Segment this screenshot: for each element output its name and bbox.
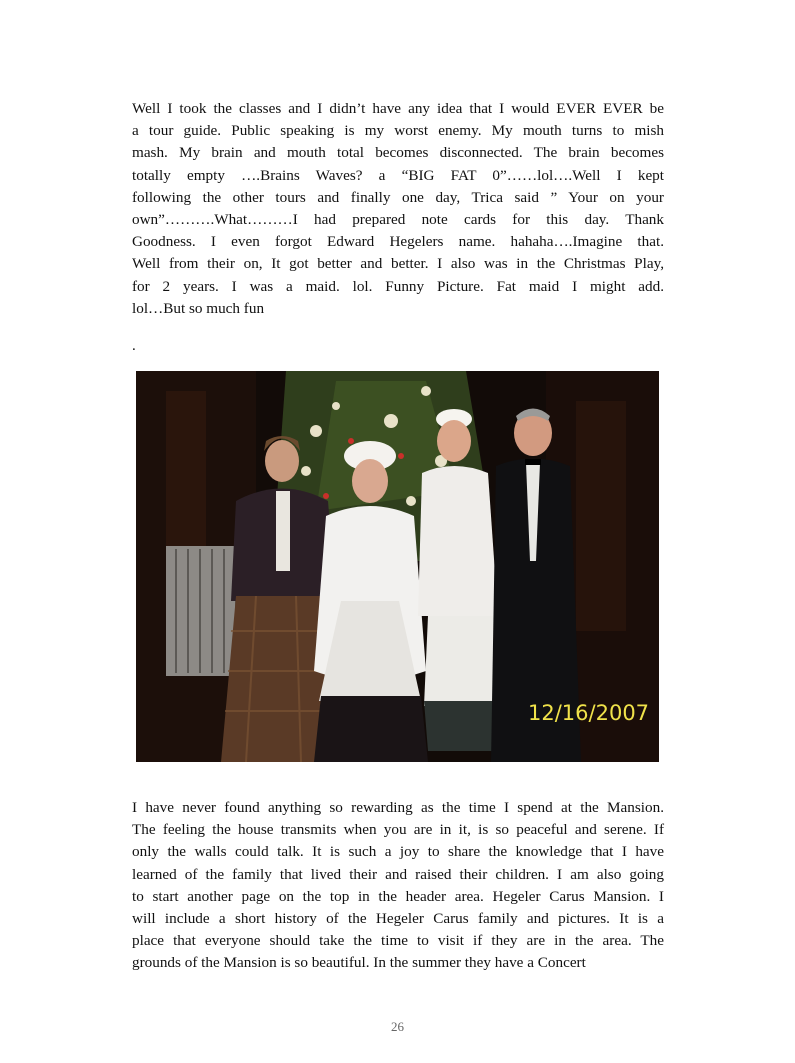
paragraph2-line: place that everyone should take the time to visit if they are in the area. The [132, 932, 664, 950]
paragraph1-line: own”……….What………I had prepared note cards for this day. Thank [132, 211, 664, 229]
paragraph1-line: following the other tours and finally one day, Trica said ” Your on your [132, 188, 664, 206]
christmas-play-photo [136, 371, 659, 762]
photo-date-stamp: 12/16/2007 [528, 701, 650, 725]
paragraph2-line: learned of the family that lived their and raised their children. I am also going [132, 865, 664, 883]
paragraph1-line: for 2 years. I was a maid. lol. Funny Picture. Fat maid I might add. [132, 277, 664, 295]
paragraph1-line: Well from their on, It got better and better. I also was in the Christmas Play, [132, 255, 664, 273]
paragraph1-line: lol…But so much fun [132, 299, 265, 317]
stray-dot: . [132, 338, 136, 354]
paragraph-tour-guide [132, 98, 664, 320]
paragraph2-line: only the walls could talk. It is such a joy to share the knowledge that I have [132, 843, 664, 861]
paragraph2-line: will include a short history of the Hegeler Carus family and pictures. It is a [132, 910, 664, 928]
paragraph2-line: grounds of the Mansion is so beautiful. In the summer they have a Concert [132, 954, 586, 972]
paragraph1-line: Well I took the classes and I didn’t have any idea that I would EVER EVER be [132, 100, 664, 117]
paragraph1-line: Goodness. I even forgot Edward Hegelers name. hahaha….Imagine that. [132, 233, 664, 251]
paragraph-mansion [132, 797, 664, 975]
paragraph2-line: I have never found anything so rewarding as the time I spend at the Mansion. [132, 799, 664, 816]
paragraph1-line: mash. My brain and mouth total becomes disconnected. The brain becomes [132, 144, 664, 162]
paragraph1-line: a tour guide. Public speaking is my worst enemy. My mouth turns to mish [132, 122, 664, 140]
page-number: 26 [391, 1019, 404, 1034]
paragraph2-line: The feeling the house transmits when you are in it, is so peaceful and serene. If [132, 821, 664, 839]
paragraph2-line: to start another page on the top in the header area. Hegeler Carus Mansion. I [132, 887, 664, 905]
paragraph1-line: totally empty ….Brains Waves? a “BIG FAT 0”……lol….Well I kept [132, 166, 664, 184]
